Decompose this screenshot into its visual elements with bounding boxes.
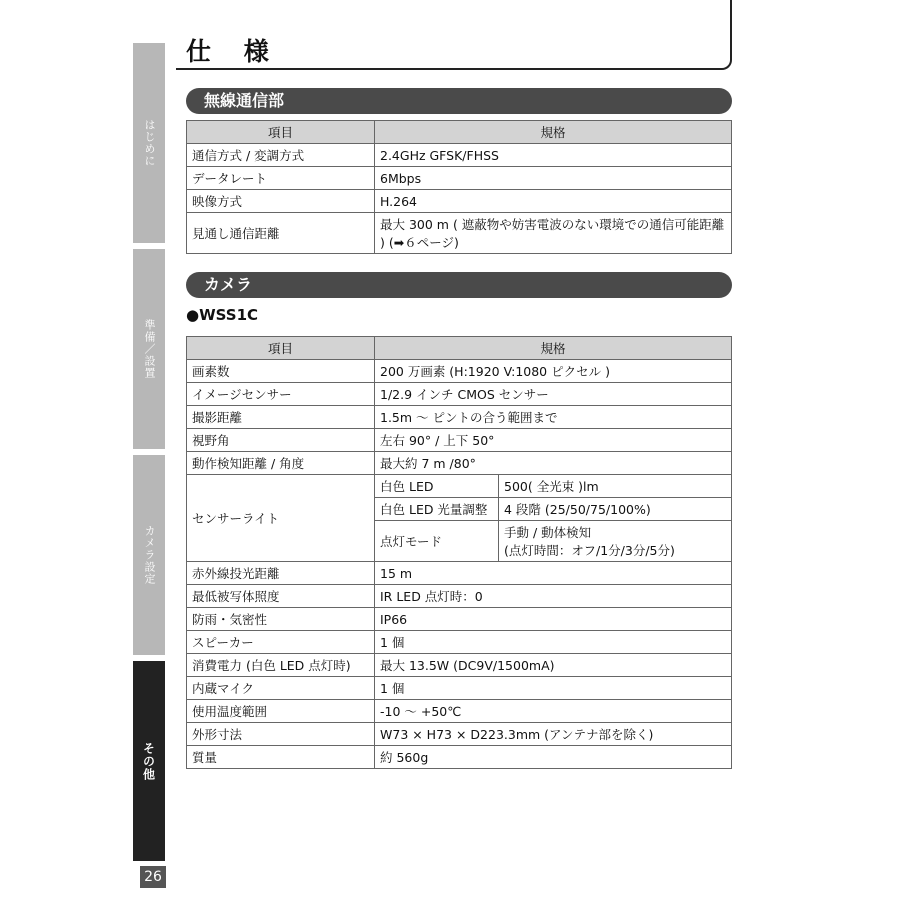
row-item: 外形寸法 [187,723,375,746]
table-header-row [187,121,732,144]
sub-value: 500( 全光束 )lm [499,475,732,498]
sub-label: 白色 LED 光量調整 [375,498,499,521]
row-spec: 1.5m ～ ピントの合う範囲まで [375,406,732,429]
table-header-row [187,337,732,360]
section-heading-camera: カメラ [186,272,732,298]
model-heading: ●WSS1C [186,306,259,324]
row-spec: 15 m [375,562,732,585]
row-spec: H.264 [375,190,732,213]
table-row [187,167,732,190]
table-row [187,190,732,213]
column-header-spec: 規格 [375,337,732,360]
row-spec: 1/2.9 インチ CMOS センサー [375,383,732,406]
row-spec: 6Mbps [375,167,732,190]
sub-value-line-2: (点灯時間：オフ/1分/3分/5分) [504,543,675,558]
row-item: 画素数 [187,360,375,383]
table-row [187,654,732,677]
table-row [187,677,732,700]
row-item: 視野角 [187,429,375,452]
row-spec: IR LED 点灯時：0 [375,585,732,608]
row-item: 撮影距離 [187,406,375,429]
row-item: 映像方式 [187,190,375,213]
side-tab-camera-settings[interactable]: カメラ設定 [133,455,165,655]
row-item: 内蔵マイク [187,677,375,700]
column-header-item: 項目 [187,337,375,360]
table-row [187,608,732,631]
column-header-spec: 規格 [375,121,732,144]
table-row [187,360,732,383]
row-spec: 最大 13.5W (DC9V/1500mA) [375,654,732,677]
table-row [187,746,732,769]
table-row [187,562,732,585]
row-spec: 200 万画素 (H:1920 V:1080 ピクセル ) [375,360,732,383]
row-item: 最低被写体照度 [187,585,375,608]
row-item: 使用温度範囲 [187,700,375,723]
row-item: 質量 [187,746,375,769]
sub-value-line-1: 手動 / 動体検知 [504,525,592,540]
row-spec: 左右 90° / 上下 50° [375,429,732,452]
row-spec: 約 560g [375,746,732,769]
table-row [187,406,732,429]
radio-spec-table [186,120,732,254]
row-item: イメージセンサー [187,383,375,406]
camera-spec-table [186,336,732,769]
table-row [187,144,732,167]
table-row [187,213,732,254]
side-tab-setup[interactable]: 準備／設置 [133,249,165,449]
row-item: 赤外線投光距離 [187,562,375,585]
row-spec: W73 × H73 × D223.3mm (アンテナ部を除く) [375,723,732,746]
row-item: 動作検知距離 / 角度 [187,452,375,475]
side-tab-other[interactable]: その他 [133,661,165,861]
row-item: スピーカー [187,631,375,654]
sub-value [499,521,732,562]
row-item: 見通し通信距離 [187,213,375,254]
table-row [187,383,732,406]
row-spec: 1 個 [375,677,732,700]
sub-value: 4 段階 (25/50/75/100%) [499,498,732,521]
table-row [187,723,732,746]
page-title: 仕 様 [186,37,281,66]
row-item: 通信方式 / 変調方式 [187,144,375,167]
table-row [187,700,732,723]
row-spec: 最大約 7 m /80° [375,452,732,475]
table-row [187,631,732,654]
row-spec: IP66 [375,608,732,631]
column-header-item: 項目 [187,121,375,144]
row-item: 防雨・気密性 [187,608,375,631]
section-heading-radio: 無線通信部 [186,88,732,114]
page-number: 26 [140,866,166,888]
table-row [187,475,732,498]
row-spec: 1 個 [375,631,732,654]
row-item-sensor-light: センサーライト [187,475,375,562]
row-spec: -10 ～ +50℃ [375,700,732,723]
table-row [187,429,732,452]
sub-label: 白色 LED [375,475,499,498]
side-tab-intro[interactable]: はじめに [133,43,165,243]
table-row [187,452,732,475]
sub-label: 点灯モード [375,521,499,562]
row-spec: 2.4GHz GFSK/FHSS [375,144,732,167]
row-spec: 最大 300 m ( 遮蔽物や妨害電波のない環境での通信可能距離 ) (➡６ページ) [375,213,732,254]
row-item: 消費電力 (白色 LED 点灯時) [187,654,375,677]
row-item: データレート [187,167,375,190]
table-row [187,585,732,608]
